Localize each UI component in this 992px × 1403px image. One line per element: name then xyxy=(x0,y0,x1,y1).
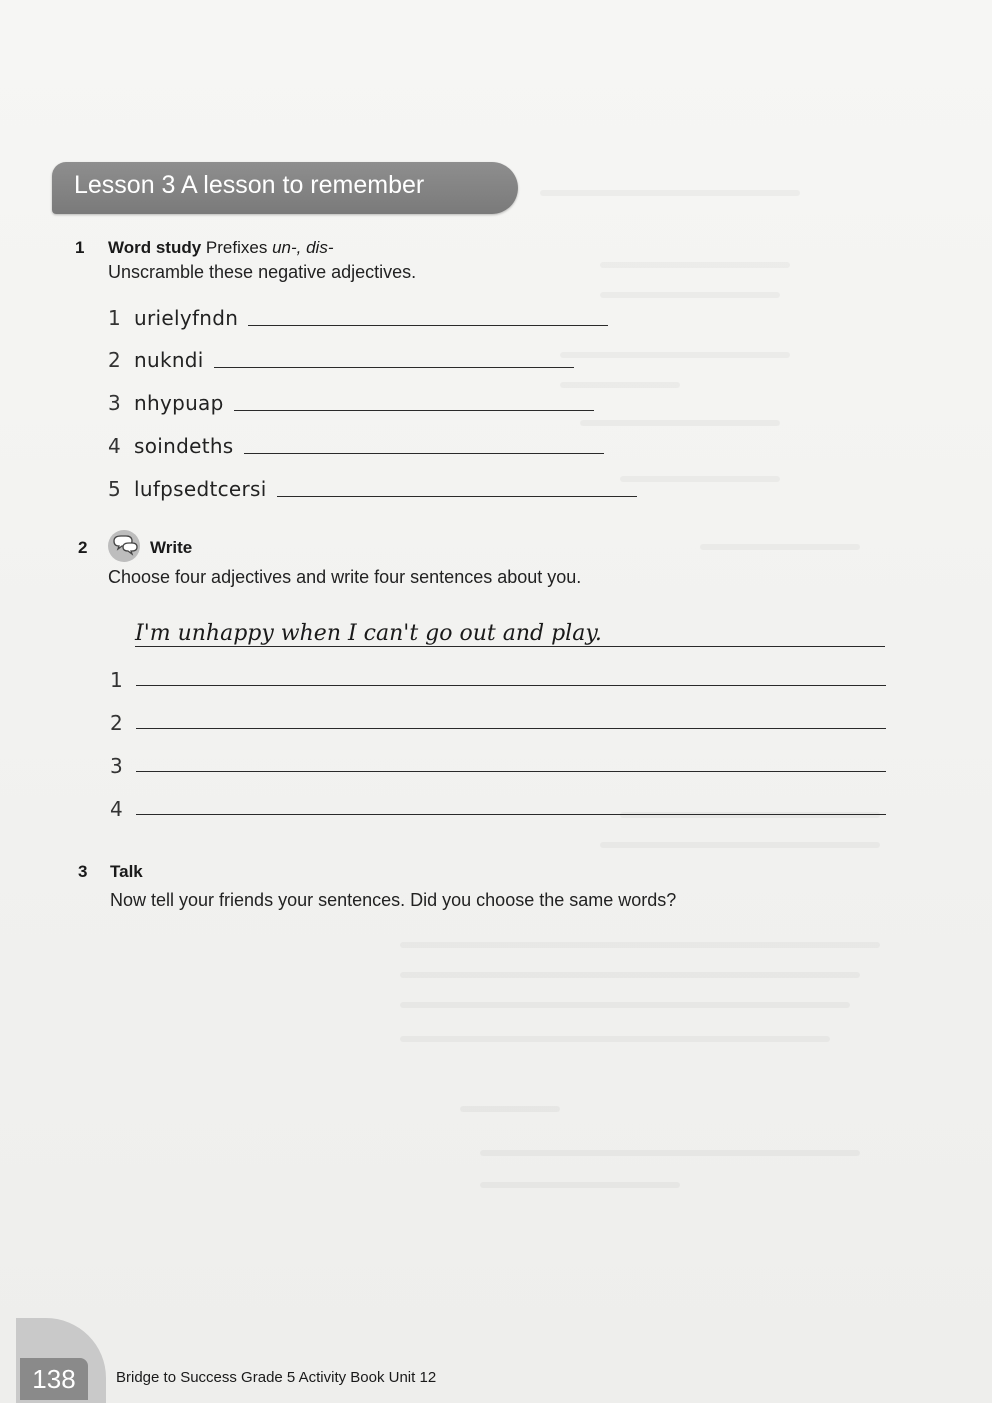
scramble-item xyxy=(108,300,608,330)
lesson-title-banner xyxy=(52,162,518,214)
lesson-label: Lesson 3 xyxy=(74,171,176,199)
scrambled-word: urielyfndn xyxy=(134,306,239,330)
exercise-1-prefixes: un-, dis- xyxy=(272,238,334,257)
line-number: 2 xyxy=(110,711,123,735)
item-number: 5 xyxy=(108,477,121,501)
writing-rule xyxy=(136,685,886,686)
exercise-1-number: 1 xyxy=(75,238,85,257)
exercise-3-instruction: Now tell your friends your sentences. Did you choose the same words? xyxy=(110,890,677,910)
line-number: 1 xyxy=(110,668,123,692)
writing-rule xyxy=(136,728,886,729)
answer-line[interactable] xyxy=(234,409,594,411)
exercise-2-number: 2 xyxy=(78,538,88,557)
page-number: 138 xyxy=(20,1358,88,1400)
writing-rule xyxy=(136,814,886,815)
answer-line[interactable] xyxy=(248,324,608,326)
speech-bubbles-icon xyxy=(106,529,142,563)
answer-line[interactable] xyxy=(214,366,574,368)
item-number: 3 xyxy=(108,391,121,415)
item-number: 1 xyxy=(108,306,121,330)
writing-line[interactable] xyxy=(108,785,886,821)
line-number: 4 xyxy=(110,797,123,821)
footer-book-title: Bridge to Success Grade 5 Activity Book Unit 12 xyxy=(116,1369,437,1386)
exercise-2-title-text: Write xyxy=(150,538,193,557)
scrambled-word: nukndi xyxy=(134,348,204,372)
exercise-1-instruction: Unscramble these negative adjectives. xyxy=(108,262,417,282)
answer-line[interactable] xyxy=(277,495,637,497)
exercise-3-title xyxy=(110,862,143,882)
writing-line[interactable] xyxy=(108,656,886,692)
lesson-title: A lesson to remember xyxy=(181,171,425,199)
example-sentence-line xyxy=(135,616,885,647)
exercise-3-title-text: Talk xyxy=(110,862,143,881)
item-number: 4 xyxy=(108,434,121,458)
scrambled-word: soindeths xyxy=(134,434,234,458)
writing-line[interactable] xyxy=(108,699,886,735)
exercise-2-title xyxy=(150,538,192,558)
example-sentence: I'm unhappy when I can't go out and play. xyxy=(135,621,602,646)
scrambled-word: nhypuap xyxy=(134,391,224,415)
exercise-1-title-rest: Prefixes xyxy=(205,238,268,257)
exercise-1-title xyxy=(108,238,334,258)
answer-line[interactable] xyxy=(244,452,604,454)
exercise-3-number: 3 xyxy=(78,862,88,881)
scramble-item xyxy=(108,428,604,458)
scramble-item xyxy=(108,385,594,415)
exercise-1-title-bold: Word study xyxy=(108,238,202,257)
writing-rule xyxy=(136,771,886,772)
item-number: 2 xyxy=(108,348,121,372)
line-number: 3 xyxy=(110,754,123,778)
scrambled-word: lufpsedtcersi xyxy=(134,477,267,501)
exercise-2-instruction: Choose four adjectives and write four sentences about you. xyxy=(108,567,582,587)
scramble-item xyxy=(108,342,574,372)
writing-line[interactable] xyxy=(108,742,886,778)
scramble-item xyxy=(108,471,637,501)
